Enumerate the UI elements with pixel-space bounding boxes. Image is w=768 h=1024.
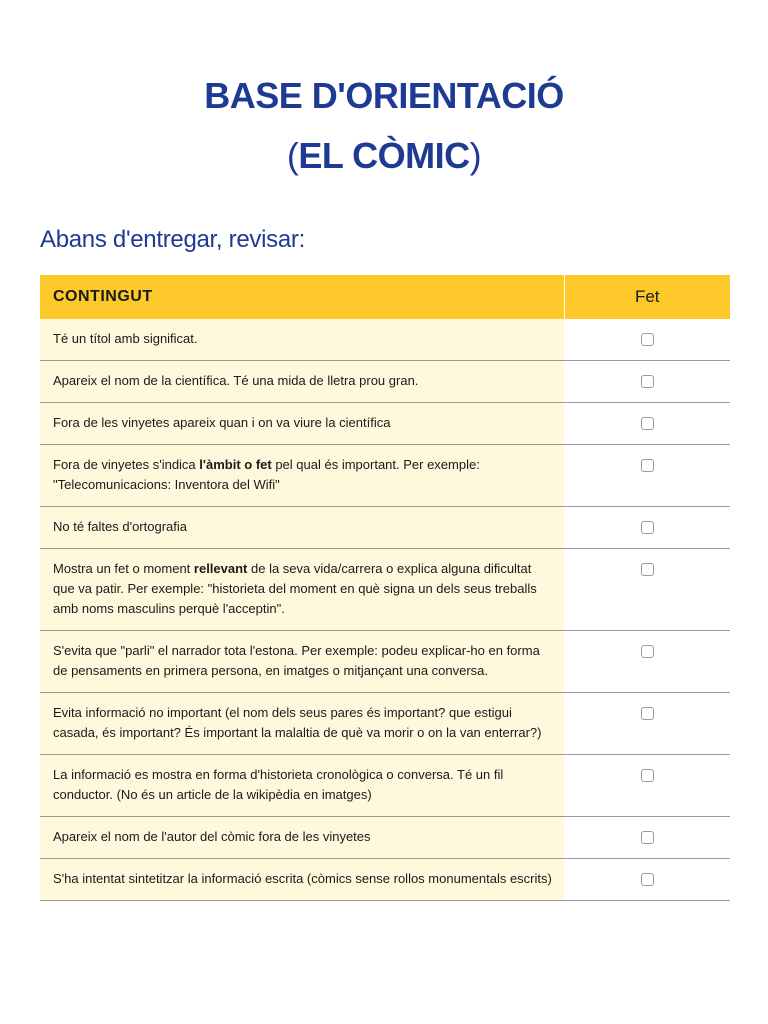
item-text-segment: Fora de vinyetes s'indica bbox=[53, 457, 200, 472]
table-row bbox=[40, 755, 730, 817]
checklist-table bbox=[40, 275, 730, 901]
item-text-segment: pel qual és important. Per exemple: "Telecomunicacions: Inventora del Wifi" bbox=[53, 457, 480, 492]
table-row bbox=[40, 549, 730, 631]
document-title bbox=[0, 66, 768, 186]
done-checkbox[interactable] bbox=[641, 375, 654, 388]
table-row bbox=[40, 859, 730, 901]
checkbox-cell bbox=[564, 817, 730, 859]
checklist-body bbox=[40, 319, 730, 901]
done-checkbox[interactable] bbox=[641, 645, 654, 658]
done-checkbox[interactable] bbox=[641, 707, 654, 720]
checkbox-cell bbox=[564, 445, 730, 507]
checkbox-cell bbox=[564, 755, 730, 817]
done-checkbox[interactable] bbox=[641, 521, 654, 534]
table-row bbox=[40, 319, 730, 361]
checklist-item-text bbox=[40, 445, 564, 507]
checkbox-cell bbox=[564, 693, 730, 755]
item-text-segment: Evita informació no important (el nom dels seus pares és important? que estigui casada, és important? És important la malaltia de què va morir o on la van enterrar?) bbox=[53, 705, 542, 740]
checklist-item-text bbox=[40, 549, 564, 631]
checklist-item-text bbox=[40, 631, 564, 693]
item-text-segment: Apareix el nom de l'autor del còmic fora de les vinyetes bbox=[53, 829, 371, 844]
item-text-segment: La informació es mostra en forma d'historieta cronològica o conversa. Té un fil conductor. (No és un article de la wikipèdia en imatges) bbox=[53, 767, 504, 802]
checkbox-cell bbox=[564, 549, 730, 631]
checklist-item-text bbox=[40, 859, 564, 901]
checklist-item-text bbox=[40, 403, 564, 445]
item-text-emphasis: l'àmbit o fet bbox=[199, 457, 272, 472]
item-text-emphasis: rellevant bbox=[193, 561, 248, 576]
item-text-segment: S'ha intentat sintetitzar la informació escrita (còmics sense rollos monumentals escrits) bbox=[53, 871, 552, 886]
item-text-segment: Té un títol amb significat. bbox=[53, 331, 198, 346]
table-row bbox=[40, 361, 730, 403]
checklist-item-text bbox=[40, 817, 564, 859]
checkbox-cell bbox=[564, 361, 730, 403]
table-header-row bbox=[40, 275, 730, 319]
table-row bbox=[40, 445, 730, 507]
checkbox-cell bbox=[564, 403, 730, 445]
table-row bbox=[40, 403, 730, 445]
done-checkbox[interactable] bbox=[641, 563, 654, 576]
checklist-item-text bbox=[40, 361, 564, 403]
checkbox-cell bbox=[564, 859, 730, 901]
table-row bbox=[40, 631, 730, 693]
title-line-2 bbox=[0, 126, 768, 186]
title-close-paren: ) bbox=[469, 135, 482, 176]
checklist-item-text bbox=[40, 507, 564, 549]
table-row bbox=[40, 693, 730, 755]
item-text-segment: S'evita que "parli" el narrador tota l'estona. Per exemple: podeu explicar-ho en forma de pensaments en primera persona, en imatges o mitjançant una conversa. bbox=[53, 643, 540, 678]
title-line-2-text: EL CÒMIC bbox=[298, 135, 470, 176]
item-text-segment: Apareix el nom de la científica. Té una mida de lletra prou gran. bbox=[53, 373, 419, 388]
title-open-paren: ( bbox=[286, 135, 299, 176]
done-checkbox[interactable] bbox=[641, 417, 654, 430]
checkbox-cell bbox=[564, 507, 730, 549]
item-text-segment: de la seva vida/carrera o explica alguna dificultat que va patir. Per exemple: "historieta del moment en què signa un dels seus treballs amb noms masculins perquè l'acceptin". bbox=[53, 561, 537, 616]
checkbox-cell bbox=[564, 319, 730, 361]
checklist-item-text bbox=[40, 319, 564, 361]
section-subtitle: Abans d'entregar, revisar: bbox=[40, 226, 305, 253]
done-checkbox[interactable] bbox=[641, 333, 654, 346]
done-checkbox[interactable] bbox=[641, 831, 654, 844]
content-column-header: CONTINGUT bbox=[40, 275, 564, 319]
table-row bbox=[40, 817, 730, 859]
checkbox-cell bbox=[564, 631, 730, 693]
done-checkbox[interactable] bbox=[641, 769, 654, 782]
item-text-segment: Mostra un fet o moment bbox=[53, 561, 194, 576]
done-column-header: Fet bbox=[564, 275, 730, 319]
done-checkbox[interactable] bbox=[641, 459, 654, 472]
checklist-item-text bbox=[40, 693, 564, 755]
done-checkbox[interactable] bbox=[641, 873, 654, 886]
item-text-segment: Fora de les vinyetes apareix quan i on va viure la científica bbox=[53, 415, 391, 430]
item-text-segment: No té faltes d'ortografia bbox=[53, 519, 187, 534]
table-row bbox=[40, 507, 730, 549]
title-line-1: BASE D'ORIENTACIÓ bbox=[204, 75, 564, 116]
checklist-item-text bbox=[40, 755, 564, 817]
